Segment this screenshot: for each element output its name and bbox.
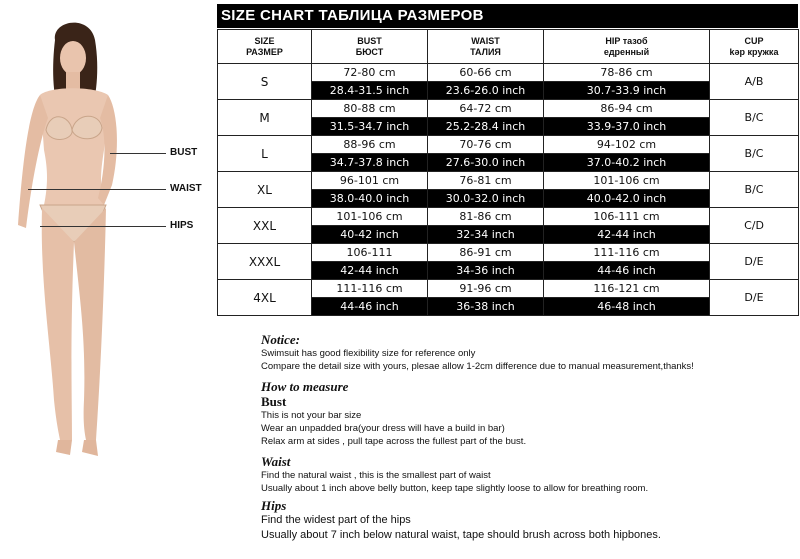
hips-label: HIPS <box>170 220 194 231</box>
hip-cm-cell: 101-106 cm <box>544 172 710 190</box>
chart-title: SIZE CHART ТАБЛИЦА РАЗМЕРОВ <box>217 4 798 28</box>
model-figure <box>0 0 215 559</box>
bust-cm-cell: 111-116 cm <box>312 280 428 298</box>
table-header-row <box>218 30 799 64</box>
hip-cm-cell: 111-116 cm <box>544 244 710 262</box>
size-chart-panel <box>217 0 798 557</box>
hip-cm-cell: 94-102 cm <box>544 136 710 154</box>
hip-inch-cell: 40.0-42.0 inch <box>544 190 710 208</box>
size-cell: XXL <box>218 208 312 244</box>
waist-cm-cell: 91-96 cm <box>428 280 544 298</box>
waist-cm-cell: 60-66 cm <box>428 64 544 82</box>
hip-cm-cell: 116-121 cm <box>544 280 710 298</box>
waist-cm-cell: 70-76 cm <box>428 136 544 154</box>
table-row <box>218 172 799 190</box>
bust-cm-cell: 80-88 cm <box>312 100 428 118</box>
size-cell: S <box>218 64 312 100</box>
table-row <box>218 136 799 154</box>
waist-inch-cell: 30.0-32.0 inch <box>428 190 544 208</box>
bust-line: Relax arm at sides , pull tape across the fullest part of the bust. <box>261 436 527 447</box>
waist-pointer-line <box>28 189 166 190</box>
bust-heading: Bust <box>261 394 287 409</box>
header-size: SIZE РАЗМЕР <box>218 30 312 64</box>
waist-cm-cell: 64-72 cm <box>428 100 544 118</box>
hip-inch-cell: 46-48 inch <box>544 298 710 316</box>
waist-heading: Waist <box>261 454 291 469</box>
waist-inch-cell: 32-34 inch <box>428 226 544 244</box>
size-cell: M <box>218 100 312 136</box>
header-bust: BUST БЮСТ <box>312 30 428 64</box>
measurement-notes <box>261 332 791 543</box>
waist-inch-cell: 34-36 inch <box>428 262 544 280</box>
waist-cm-cell: 76-81 cm <box>428 172 544 190</box>
bust-line: Wear an unpadded bra(your dress will have a build in bar) <box>261 423 505 434</box>
hip-cm-cell: 106-111 cm <box>544 208 710 226</box>
cup-cell: D/E <box>710 280 799 316</box>
bust-inch-cell: 42-44 inch <box>312 262 428 280</box>
waist-line: Find the natural waist , this is the smallest part of waist <box>261 470 491 481</box>
hip-inch-cell: 44-46 inch <box>544 262 710 280</box>
waist-inch-cell: 25.2-28.4 inch <box>428 118 544 136</box>
model-illustration <box>0 0 215 559</box>
bust-inch-cell: 34.7-37.8 inch <box>312 154 428 172</box>
bust-cm-cell: 106-111 <box>312 244 428 262</box>
bust-inch-cell: 40-42 inch <box>312 226 428 244</box>
waist-cm-cell: 81-86 cm <box>428 208 544 226</box>
bust-inch-cell: 38.0-40.0 inch <box>312 190 428 208</box>
notice-line: Compare the detail size with yours, plesae allow 1-2cm difference due to manual measurement,thanks! <box>261 361 694 372</box>
bust-inch-cell: 31.5-34.7 inch <box>312 118 428 136</box>
hips-line: Find the widest part of the hips <box>261 514 411 526</box>
hips-heading: Hips <box>261 498 287 513</box>
bust-line: This is not your bar size <box>261 410 362 421</box>
table-row <box>218 208 799 226</box>
waist-label: WAIST <box>170 183 202 194</box>
bust-cm-cell: 72-80 cm <box>312 64 428 82</box>
hip-inch-cell: 30.7-33.9 inch <box>544 82 710 100</box>
bust-label: BUST <box>170 147 198 158</box>
bust-cm-cell: 96-101 cm <box>312 172 428 190</box>
size-table <box>217 29 799 316</box>
cup-cell: B/C <box>710 136 799 172</box>
cup-cell: C/D <box>710 208 799 244</box>
table-row <box>218 100 799 118</box>
hip-inch-cell: 42-44 inch <box>544 226 710 244</box>
hips-pointer-line <box>40 226 166 227</box>
hip-inch-cell: 33.9-37.0 inch <box>544 118 710 136</box>
hip-inch-cell: 37.0-40.2 inch <box>544 154 710 172</box>
cup-cell: A/B <box>710 64 799 100</box>
waist-inch-cell: 27.6-30.0 inch <box>428 154 544 172</box>
bust-cm-cell: 101-106 cm <box>312 208 428 226</box>
cup-cell: B/C <box>710 100 799 136</box>
size-cell: XL <box>218 172 312 208</box>
notice-line: Swimsuit has good flexibility size for reference only <box>261 348 476 359</box>
hip-cm-cell: 86-94 cm <box>544 100 710 118</box>
header-waist: WAIST ТАЛИЯ <box>428 30 544 64</box>
size-cell: L <box>218 136 312 172</box>
header-cup: CUP kəp кружка <box>710 30 799 64</box>
bust-inch-cell: 28.4-31.5 inch <box>312 82 428 100</box>
hips-line: Usually about 7 inch below natural waist, tape should brush across both hipbones. <box>261 529 661 541</box>
size-cell: XXXL <box>218 244 312 280</box>
bust-pointer-line <box>110 153 166 154</box>
hip-cm-cell: 78-86 cm <box>544 64 710 82</box>
waist-cm-cell: 86-91 cm <box>428 244 544 262</box>
cup-cell: B/C <box>710 172 799 208</box>
header-hip: HIP тазоб едренный <box>544 30 710 64</box>
size-cell: 4XL <box>218 280 312 316</box>
cup-cell: D/E <box>710 244 799 280</box>
how-to-measure-heading: How to measure <box>261 379 349 394</box>
bust-cm-cell: 88-96 cm <box>312 136 428 154</box>
waist-inch-cell: 23.6-26.0 inch <box>428 82 544 100</box>
waist-inch-cell: 36-38 inch <box>428 298 544 316</box>
table-row <box>218 244 799 262</box>
notice-heading: Notice: <box>261 332 300 347</box>
bust-inch-cell: 44-46 inch <box>312 298 428 316</box>
table-row <box>218 64 799 82</box>
waist-line: Usually about 1 inch above belly button, keep tape slightly loose to allow for breathing room. <box>261 483 649 494</box>
table-row <box>218 280 799 298</box>
